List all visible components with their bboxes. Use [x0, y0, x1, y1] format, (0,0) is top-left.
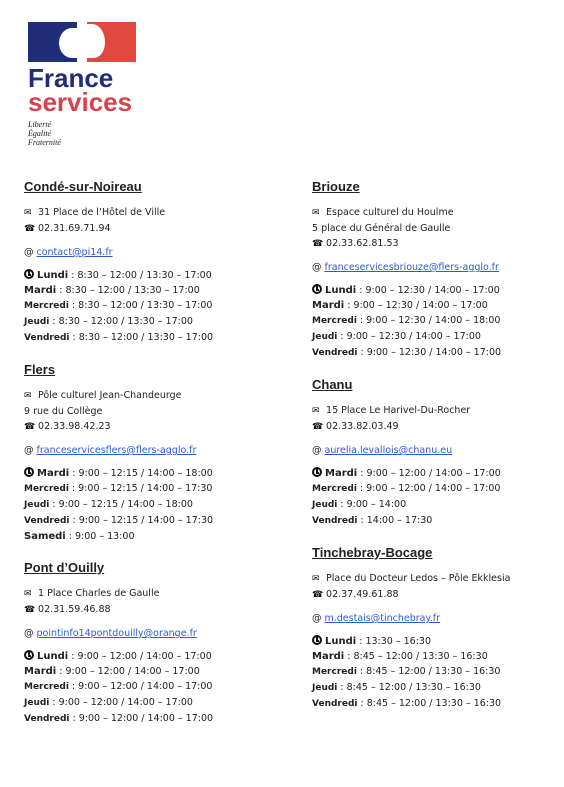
- envelope-icon: ✉: [24, 589, 32, 599]
- address-line: ✉ 1 Place Charles de Gaulle: [24, 586, 284, 602]
- address-line-2: 5 place du Général de Gaulle: [312, 223, 451, 234]
- phone-line: ☎ 02.31.59.46.88: [24, 602, 284, 618]
- email-link[interactable]: pointinfo14pontdouilly@orange.fr: [36, 628, 197, 639]
- at-icon: @: [312, 613, 322, 624]
- office-flers: Flers ✉ Pôle culturel Jean-Chandeurge 9 rue du Collège ☎ 02.33.98.42.23 @ franceservicesflers@flers-agglo.fr Mardi : 9:00 – 12:15 / 14:00 – 18:00 Mercredi : 9:00 – 12:15 / 14:00 – 17:30 Jeudi : 9:00 – 12:15 / 14:00 – 18:00 Vendredi : 9:00 – 12:15 / 14:00 – 17:30 Samedi : 9:00 – 13:00: [24, 361, 284, 544]
- phone-line: ☎ 02.33.82.03.49: [312, 419, 564, 435]
- office-tinchebray-bocage: Tinchebray-Bocage ✉ Place du Docteur Ledos – Pôle Ekklesia ☎ 02.37.49.61.88 @ m.destais@tinchebray.fr Lundi : 13:30 – 16:30 Mardi : 8:45 – 12:00 / 13:30 – 16:30 Mercredi : 8:45 – 12:00 / 13:30 – 16:30 Jeudi : 8:45 – 12:00 / 13:30 – 16:30 Vendredi : 8:45 – 12:00 / 13:30 – 16:30: [312, 544, 564, 712]
- office-pont-douilly: Pont d’Ouilly ✉ 1 Place Charles de Gaulle ☎ 02.31.59.46.88 @ pointinfo14pontdouilly@orange.fr Lundi : 9:00 – 12:00 / 14:00 – 17:00 Mardi : 9:00 – 12:00 / 14:00 – 17:00 Mercredi : 9:00 – 12:00 / 14:00 – 17:00 Jeudi : 9:00 – 12:00 / 14:00 – 17:00 Vendredi : 9:00 – 12:00 / 14:00 – 17:00: [24, 559, 284, 727]
- email-line: [24, 245, 284, 260]
- phone-line: ☎ 02.37.49.61.88: [312, 587, 564, 603]
- clock-icon: [24, 650, 34, 660]
- brand-line-1: France: [28, 63, 114, 93]
- phone-line: ☎ 02.31.69.71.94: [24, 221, 284, 237]
- marianne-flag-logo: [28, 22, 136, 62]
- motto: [28, 120, 158, 147]
- phone-line: ☎ 02.33.62.81.53: [312, 236, 564, 252]
- at-icon: @: [24, 445, 34, 456]
- phone-icon: ☎: [24, 605, 36, 615]
- brand-line-2: services: [28, 87, 133, 117]
- email-link[interactable]: m.destais@tinchebray.fr: [324, 613, 441, 624]
- envelope-icon: ✉: [312, 208, 320, 218]
- office-chanu: Chanu ✉ 15 Place Le Harivel-Du-Rocher ☎ 02.33.82.03.49 @ aurelia.levallois@chanu.eu Mardi : 9:00 – 12:00 / 14:00 – 17:00 Mercredi : 9:00 – 12:00 / 14:00 – 17:00 Jeudi : 9:00 – 14:00 Vendredi : 14:00 – 17:30: [312, 376, 564, 529]
- address-line: ✉ Pôle culturel Jean-Chandeurge: [24, 388, 284, 404]
- clock-icon: [312, 467, 322, 477]
- address-line: ✉ Espace culturel du Houlme: [312, 205, 564, 221]
- motto-fraternite: Fraternité: [28, 138, 61, 147]
- phone-line: ☎ 02.33.98.42.23: [24, 419, 284, 435]
- envelope-icon: ✉: [312, 574, 320, 584]
- address-line-2: 9 rue du Collège: [24, 406, 103, 417]
- at-icon: @: [24, 247, 34, 258]
- city-title: Chanu: [312, 377, 353, 392]
- clock-icon: [312, 635, 322, 645]
- clock-icon: [24, 269, 34, 279]
- email-line: [312, 611, 564, 626]
- city-title: Tinchebray-Bocage: [312, 545, 433, 560]
- motto-liberte: Liberté: [28, 120, 52, 129]
- address-line: ✉ 31 Place de l’Hôtel de Ville: [24, 205, 284, 221]
- address-line: ✉ Place du Docteur Ledos – Pôle Ekklesia: [312, 571, 564, 587]
- city-title: Condé-sur-Noireau: [24, 179, 142, 194]
- at-icon: @: [24, 628, 34, 639]
- envelope-icon: ✉: [24, 391, 32, 401]
- at-icon: @: [312, 445, 322, 456]
- envelope-icon: ✉: [24, 208, 32, 218]
- address-line: ✉ 15 Place Le Harivel-Du-Rocher: [312, 403, 564, 419]
- left-column: [24, 178, 284, 727]
- phone-icon: ☎: [312, 422, 324, 432]
- email-line: [24, 626, 284, 641]
- email-link[interactable]: contact@pi14.fr: [36, 247, 113, 258]
- city-title: Pont d’Ouilly: [24, 560, 105, 575]
- office-conde-sur-noireau: Condé-sur-Noireau ✉ 31 Place de l’Hôtel de Ville ☎ 02.31.69.71.94 @ contact@pi14.fr Lundi : 8:30 – 12:00 / 13:30 – 17:00 Mardi : 8:30 – 12:00 / 13:30 – 17:00 Mercredi : 8:30 – 12:00 / 13:30 – 17:00 Jeudi : 8:30 – 12:00 / 13:30 – 17:00 Vendredi : 8:30 – 12:00 / 13:30 – 17:00: [24, 178, 284, 346]
- office-briouze: Briouze ✉ Espace culturel du Houlme 5 place du Général de Gaulle ☎ 02.33.62.81.53 @ franceservicesbriouze@flers-agglo.fr Lundi : 9:00 – 12:30 / 14:00 – 17:00 Mardi : 9:00 – 12:30 / 14:00 – 17:00 Mercredi : 9:00 – 12:30 / 14:00 – 18:00 Jeudi : 9:00 – 12:30 / 14:00 – 17:00 Vendredi : 9:00 – 12:30 / 14:00 – 17:00: [312, 178, 564, 361]
- at-icon: @: [312, 262, 322, 273]
- email-line: [312, 260, 564, 275]
- france-services-logo: [28, 22, 158, 147]
- email-line: [24, 443, 284, 458]
- right-column: [312, 178, 564, 712]
- phone-icon: ☎: [312, 239, 324, 249]
- clock-icon: [24, 467, 34, 477]
- email-link[interactable]: franceservicesbriouze@flers-agglo.fr: [324, 262, 499, 273]
- email-link[interactable]: aurelia.levallois@chanu.eu: [324, 445, 453, 456]
- phone-icon: ☎: [24, 422, 36, 432]
- city-title: Flers: [24, 362, 56, 377]
- city-title: Briouze: [312, 179, 360, 194]
- clock-icon: [312, 284, 322, 294]
- phone-icon: ☎: [312, 590, 324, 600]
- email-line: [312, 443, 564, 458]
- envelope-icon: ✉: [312, 406, 320, 416]
- motto-egalite: Égalité: [28, 129, 52, 138]
- email-link[interactable]: franceservicesflers@flers-agglo.fr: [36, 445, 197, 456]
- phone-icon: ☎: [24, 224, 36, 234]
